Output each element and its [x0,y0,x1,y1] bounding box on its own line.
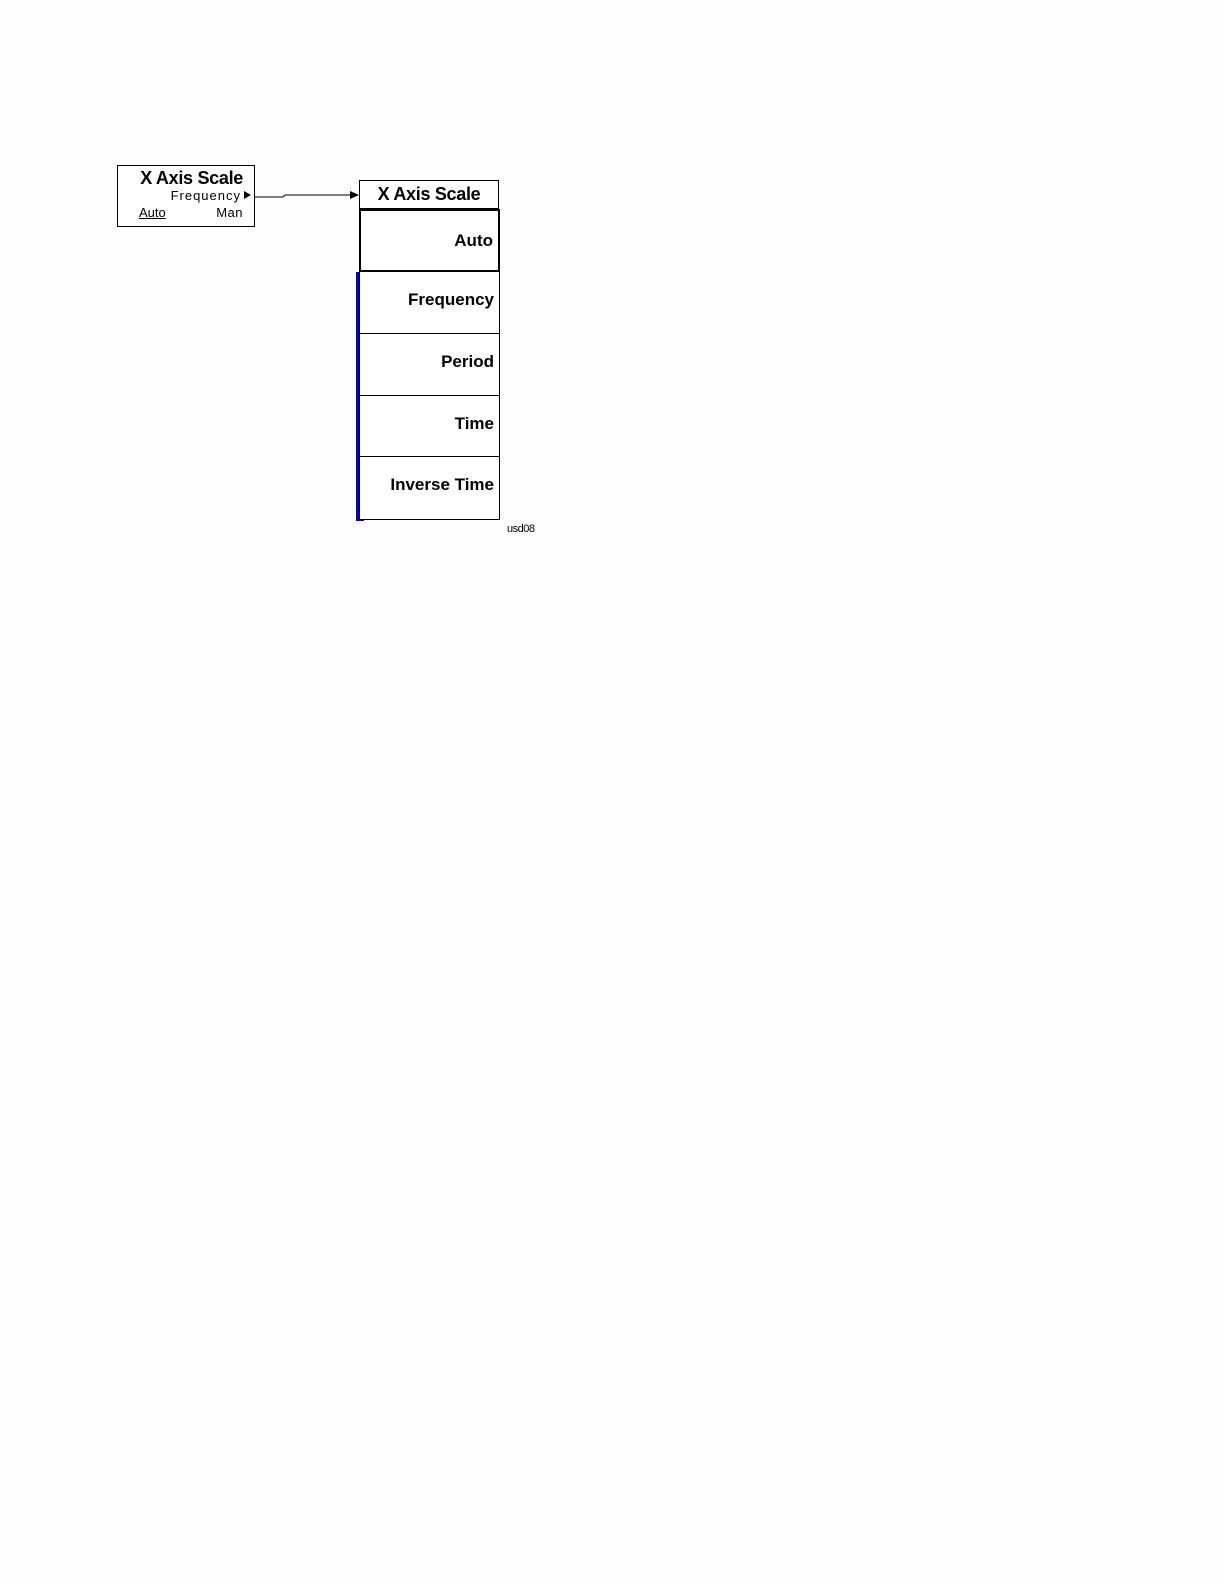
connector-arrow [255,185,365,205]
menu-item-auto[interactable] [359,209,500,272]
menu-item-label: Auto [454,231,493,250]
menu-item-label: Time [454,414,494,433]
menu-item-label: Period [441,352,494,371]
menu-item-period[interactable] [359,334,500,396]
figure-id: usd08 [507,523,535,535]
softkey-option-man: Man [216,205,243,220]
submenu-arrow-icon [244,191,251,199]
softkey-title: X Axis Scale [140,168,243,188]
menu-item-frequency[interactable] [359,272,500,334]
menu-item-label: Inverse Time [390,475,494,494]
menu-title: X Axis Scale [359,180,499,209]
softkey-option-auto: Auto [139,205,166,220]
softkey-value: Frequency [170,188,241,203]
x-axis-scale-softkey[interactable] [117,165,255,227]
menu-item-inverse-time[interactable] [359,457,500,520]
arrowhead-icon [350,191,359,199]
menu-item-time[interactable] [359,396,500,457]
menu-item-label: Frequency [408,290,494,309]
